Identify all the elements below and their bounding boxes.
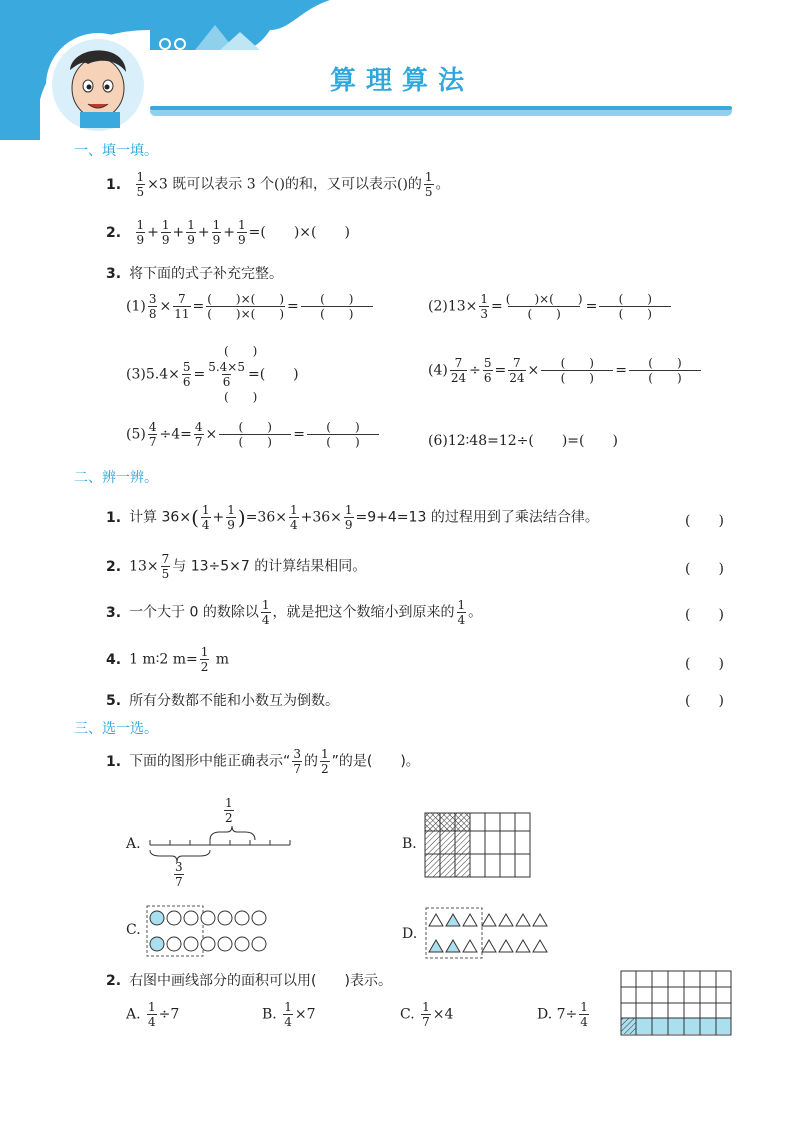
numerator: 4 [194,420,203,434]
numerator: 1 [200,645,209,659]
question-number: 3. [106,266,122,282]
option-c-label[interactable]: C. [126,922,141,938]
question-text: =( ) [247,366,299,383]
denominator: 6 [182,375,191,389]
question-number: 3. [106,604,122,621]
fraction [161,552,171,581]
fill-part-3: ( ) (3)5.4× $\frac{5}{6}$ = $\frac{5.4\times 5}{6}$ =( ) ( ) [126,344,299,404]
fraction [148,420,158,449]
fraction [508,356,525,385]
question-text: 将下面的式子补充完整。 [129,266,284,282]
question-text: 计算 36× [129,509,192,526]
denominator: 4 [148,1015,156,1029]
blank-numerator[interactable]: ( ) [618,292,652,306]
question-text: 13× [129,558,159,575]
page-title: 算理算法 [330,66,475,96]
question-text: ，就是把这个数缩小到原来的 [272,604,455,621]
question-number: 2. [106,973,122,989]
fraction [201,503,211,532]
denominator: 4 [284,1015,292,1029]
question-text: )的 [402,176,422,193]
option-b-grid [424,812,534,878]
fraction [194,420,204,449]
fraction [320,747,330,776]
fraction [483,356,493,385]
judge-question-1: 1. 计算 36×( $\frac{1}{4}$ + $\frac{1}{9}$ )=36× $\frac{1}{4}$ +36× $\frac{1}{9}$ =9+4=13 的过程用到了乘法结合律。 [106,503,599,532]
denominator: 5 [424,185,433,199]
option-text: ×7 [294,1006,316,1023]
option-text: ÷7 [158,1006,180,1023]
part-label: (4) [428,362,448,379]
blank-top[interactable]: ( ) [224,344,258,358]
denominator: 24 [509,371,525,385]
denominator: 9 [136,233,145,247]
option-label: B. [262,1006,277,1023]
question-text: m [211,651,230,668]
numerator: 1 [289,503,298,517]
fraction [212,218,222,247]
denominator: 9 [212,233,221,247]
blank-numerator[interactable]: ( ) [560,356,594,370]
blank-denominator[interactable]: ( ) [599,306,671,321]
fraction [479,292,489,321]
blank-numerator[interactable]: ( ) [648,356,682,370]
judge-question-5 [106,690,339,710]
fraction [344,503,354,532]
fraction [207,360,246,389]
denominator: 2 [320,762,329,776]
numerator: 1 [344,503,353,517]
denominator: 4 [201,518,210,532]
blank-fraction[interactable] [307,420,379,449]
question-number: 2. [106,558,122,575]
option-a-label[interactable]: A. [126,836,141,852]
denominator: 7 [194,435,203,449]
numerator: 1 [212,218,221,232]
choose-question-2 [106,970,392,990]
blank-fraction[interactable] [219,420,291,449]
blank-numerator[interactable]: ( )×( ) [207,292,285,306]
blank-denominator[interactable]: ( ) [219,434,291,449]
blank-numerator[interactable]: ( )×( ) [505,292,583,306]
numerator: 7 [513,356,521,370]
numerator: 1 [225,796,233,810]
blank-numerator[interactable]: ( ) [238,420,272,434]
numerator: 1 [320,747,329,761]
fraction [173,292,190,321]
numerator: 3 [175,860,183,874]
question-text: 1 m∶2 m= [129,651,198,668]
judge-question-4 [106,645,229,674]
denominator: 5 [161,567,170,581]
question-number: 2. [106,224,122,241]
option-text: 7÷ [556,1006,578,1023]
option-a-top-fraction [224,796,234,825]
fraction [200,645,210,674]
numerator: 7 [178,292,186,306]
question-text: ”的是( )。 [331,753,420,770]
section-judge-heading: 二、辨一辨。 [74,470,158,486]
numerator: 1 [457,598,466,612]
part-label: (1) [126,298,146,315]
numerator: 1 [227,503,235,517]
answer-paren-2[interactable]: ( ) [685,561,724,577]
fraction [136,218,146,247]
area-grid-figure [620,970,732,1036]
fill-part-2: (2)13× $\frac{1}{3}$ = ( )×( ) ( ) = ( ) ( ) [428,292,673,321]
fraction [292,747,302,776]
question-number: 5. [106,693,122,709]
question-text: 。 [468,604,483,621]
option-label: A. [126,1006,141,1023]
denominator: 4 [457,613,466,627]
denominator: 7 [175,875,183,889]
numerator: 1 [261,598,270,612]
fraction [148,292,158,321]
question-number: 1. [106,753,122,770]
denominator: 7 [293,762,301,776]
blank-fraction[interactable] [301,292,373,321]
numerator: 1 [161,218,170,232]
option-a-segment-diagram [145,790,295,895]
question-text: 的 [303,753,318,770]
fraction [289,503,299,532]
answer-paren-4[interactable]: ( ) [685,656,724,672]
question-number: 1. [106,176,122,193]
denominator: 2 [200,660,209,674]
denominator: 9 [187,233,195,247]
blank-denominator[interactable]: ( ) [629,370,701,385]
blank-denominator[interactable]: ( )×( ) [207,307,285,321]
blank-fraction[interactable] [629,356,701,385]
option-label: C. [400,1006,415,1023]
right-paren: ) [237,505,246,530]
denominator: 9 [238,233,246,247]
denominator: 2 [225,811,233,825]
denominator: 9 [344,518,353,532]
blank-bottom[interactable]: ( ) [224,390,258,404]
numerator: 3 [148,292,157,306]
numerator: 1 [422,1000,430,1014]
blank-denominator[interactable]: ( ) [307,434,379,449]
judge-question-3 [106,598,482,627]
denominator: 11 [174,307,190,321]
blank-fraction[interactable] [599,292,671,321]
denominator: 5 [136,185,145,199]
numerator: 1 [238,218,246,232]
option-d-label[interactable]: D. [402,926,418,942]
answer-paren-1[interactable]: ( ) [685,513,724,529]
numerator: 1 [187,218,195,232]
left-paren: ( [191,505,199,530]
blank-numerator[interactable]: ( ) [320,292,354,306]
section-choose-heading: 三、选一选。 [74,721,158,737]
answer-paren-3[interactable]: ( ) [685,607,724,623]
fraction [186,218,196,247]
fraction [226,503,236,532]
numerator: 1 [136,170,145,184]
fill-part-5: (5) $\frac{4}{7}$ ÷4= $\frac{4}{7}$ × ( ) ( ) = ( ) ( ) [126,420,381,449]
fill-part-1: (1) $\frac{3}{8}$ × $\frac{7}{11}$ = ( )×( ) ( )×( ) = ( ) ( ) [126,292,375,321]
numerator: 1 [424,170,433,184]
denominator: 4 [580,1015,588,1029]
fraction [182,360,192,389]
question-number: 1. [106,509,122,526]
fraction [421,1000,431,1029]
fraction [283,1000,293,1029]
fill-question-3 [106,263,283,283]
fraction [450,356,467,385]
question-text: ÷4= [159,426,192,443]
denominator: 7 [422,1015,430,1029]
question-text: )的和，又可以表示( [279,176,403,193]
numerator: 1 [201,503,210,517]
numerator: 1 [580,1000,588,1014]
part-label: (2)13× [428,298,478,315]
blank-numerator[interactable]: ( ) [326,420,360,434]
numerator: 4 [148,420,157,434]
choose-question-1 [106,747,420,776]
part-label: (5) [126,426,146,443]
fraction [147,1000,157,1029]
numerator: 1 [148,1000,156,1014]
fill-question-2: 2. $\frac{1}{9}$ + $\frac{1}{9}$ + $\frac{1}{9}$ + $\frac{1}{9}$ + $\frac{1}{9}$ =( )×( ) [106,218,350,247]
fill-part-6: (6)12∶48=12÷( )=( ) [428,433,618,449]
blank-fraction[interactable] [505,292,584,321]
choose-option-b[interactable] [262,1000,315,1029]
part-label: (3)5.4× [126,366,180,383]
fill-part-4: (4) $\frac{7}{24}$ ÷ $\frac{5}{6}$ = $\frac{7}{24}$ × ( ) ( ) = ( ) ( ) [428,356,703,385]
question-text: =36× [245,509,287,526]
blank-denominator[interactable]: ( ) [541,370,613,385]
option-b-label[interactable]: B. [402,836,417,852]
blank-fraction[interactable] [541,356,613,385]
judge-question-2 [106,552,366,581]
question-text: 所有分数都不能和小数互为倒数。 [129,693,340,709]
fraction [457,598,467,627]
blank-denominator[interactable]: ( ) [508,306,580,321]
question-text: 一个大于 0 的数除以 [129,604,259,621]
option-label: D. [537,1006,553,1023]
fraction [136,170,146,199]
question-text: 。 [435,176,450,193]
denominator: 7 [148,435,157,449]
choose-option-d[interactable] [537,1000,591,1029]
fraction [579,1000,589,1029]
denominator: 4 [261,613,270,627]
question-text: =9+4=13 的过程用到了乘法结合律。 [355,509,599,526]
denominator: 9 [227,518,235,532]
option-d-triangles [424,906,554,960]
numerator: 5 [483,356,492,370]
choose-option-c[interactable] [400,1000,453,1029]
option-c-circles [145,904,285,958]
choose-option-a[interactable] [126,1000,179,1029]
numerator: 5.4×5 [208,360,245,374]
numerator: 1 [284,1000,292,1014]
numerator: 5 [182,360,191,374]
question-number: 4. [106,651,122,668]
fraction [424,170,434,199]
question-text: 右图中画线部分的面积可以用( )表示。 [129,973,392,989]
question-text: ×3 既可以表示 3 个( [147,176,280,193]
denominator: 8 [148,307,157,321]
denominator: 6 [222,375,231,389]
numerator: 3 [293,747,301,761]
answer-paren-5[interactable]: ( ) [685,693,724,709]
denominator: 6 [483,371,492,385]
fraction [261,598,271,627]
question-text: 下面的图形中能正确表示“ [129,753,291,770]
fraction [237,218,247,247]
denominator: 3 [480,307,489,321]
numerator: 7 [161,552,170,566]
section-fill-heading: 一、填一填。 [74,143,158,159]
numerator: 1 [136,218,145,232]
blank-fraction[interactable] [206,292,285,321]
blank-denominator[interactable]: ( ) [301,306,373,321]
fraction [161,218,171,247]
question-text: 与 13÷5×7 的计算结果相同。 [172,558,367,575]
denominator: 4 [289,518,298,532]
option-text: ×4 [432,1006,454,1023]
numerator: 7 [454,356,463,370]
fill-question-1 [106,170,450,199]
option-a-bottom-fraction [174,860,184,889]
denominator: 24 [450,371,467,385]
denominator: 9 [161,233,170,247]
question-text: =( )×( ) [248,224,350,241]
question-text: +36× [300,509,342,526]
numerator: 1 [480,292,489,306]
